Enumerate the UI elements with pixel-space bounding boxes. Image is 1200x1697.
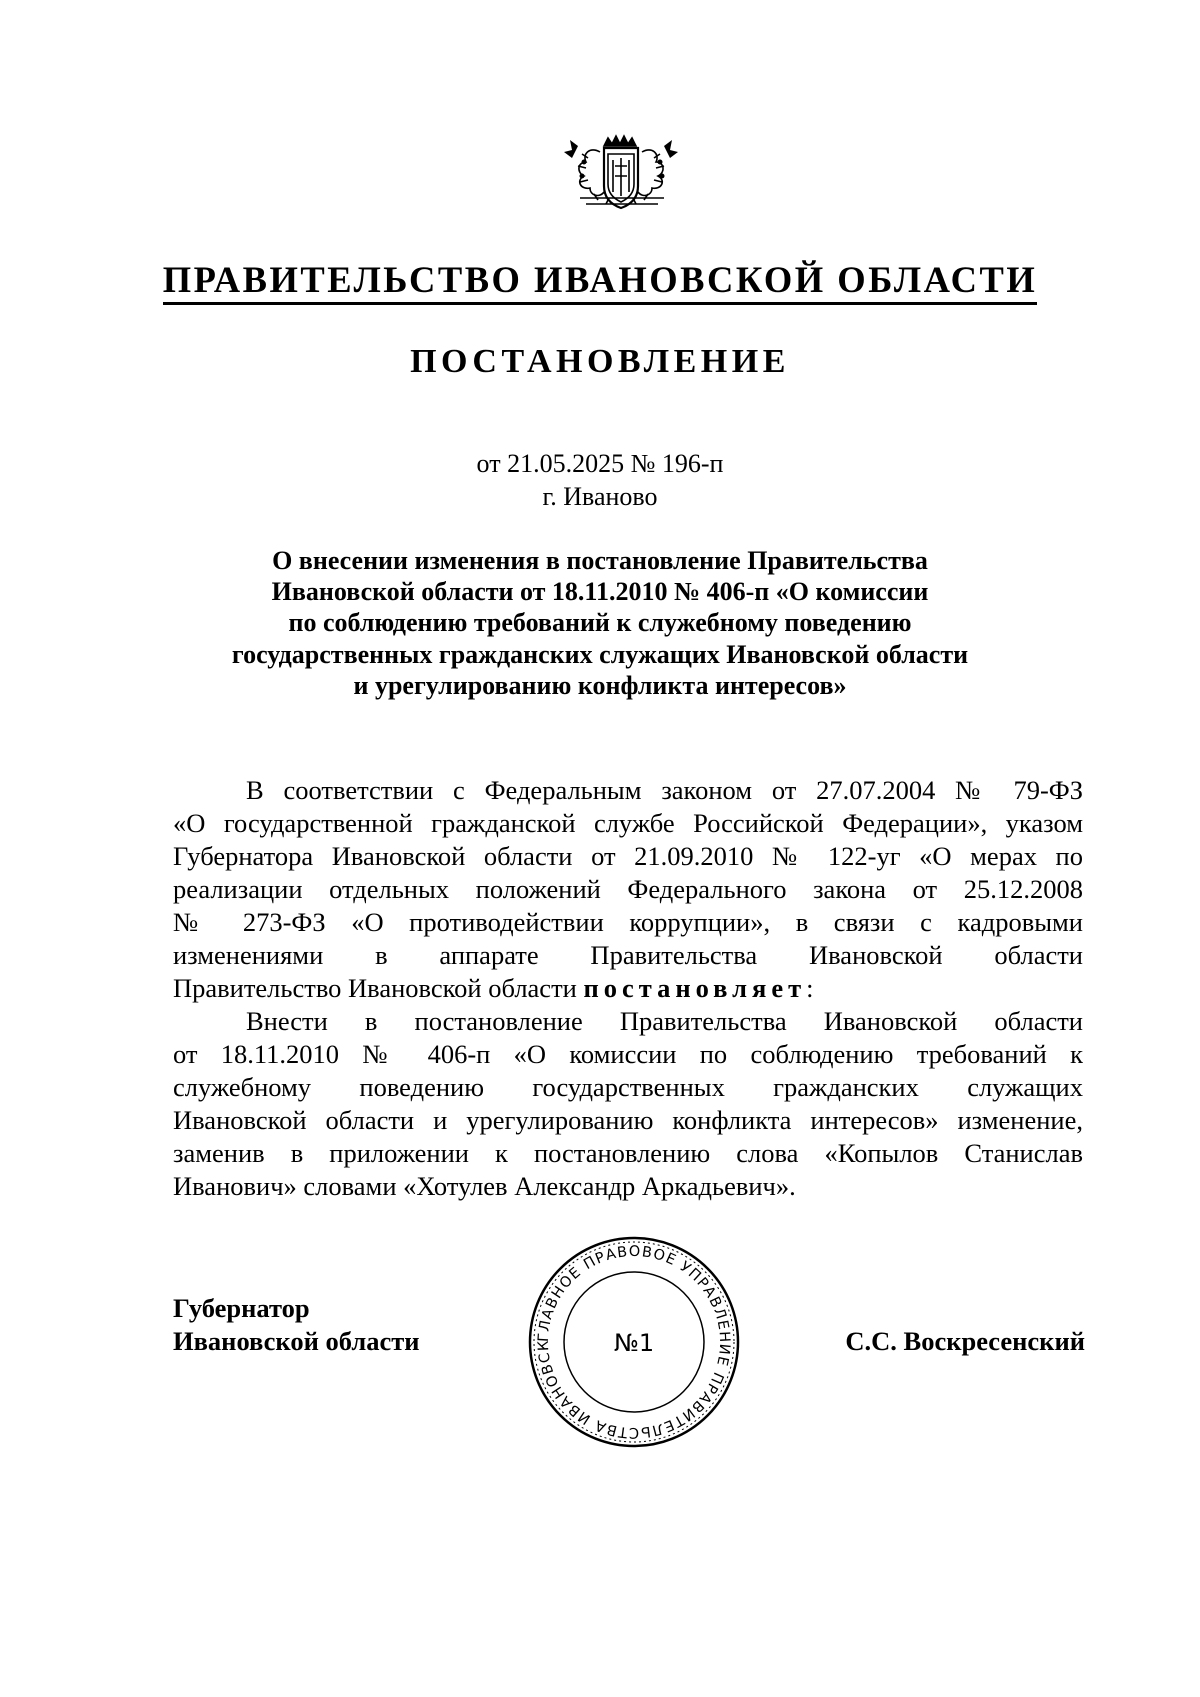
signatory-name: С.С. Воскресенский [845, 1326, 1085, 1356]
seal-outer-text: ГЛАВНОЕ ПРАВОВОЕ УПРАВЛЕНИЕ ПРАВИТЕЛЬСТВА ИВАНОВСК [535, 1243, 733, 1441]
body-line: № 273-ФЗ «О противодействии коррупции», в связи с кадровыми [173, 907, 1083, 937]
body-line: Ивановской области и урегулированию конфликта интересов» изменение, [173, 1105, 1083, 1135]
body-line: изменениями в аппарате Правительства Ивановской области [173, 940, 1083, 970]
signatory-title-line: Ивановской области [173, 1326, 420, 1356]
decree-colon: : [806, 973, 814, 1003]
body-line: В соответствии с Федеральным законом от 27.07.2004 № 79-ФЗ [246, 775, 1083, 805]
body-line: от 18.11.2010 № 406-п «О комиссии по соблюдению требований к [173, 1039, 1083, 1069]
document-subject [0, 545, 1200, 701]
organization-title: ПРАВИТЕЛЬСТВО ИВАНОВСКОЙ ОБЛАСТИ [0, 262, 1200, 299]
seal-number: №1 [613, 1329, 655, 1357]
body-line: заменив в приложении к постановлению слова «Копылов Станислав [173, 1138, 1083, 1168]
body-line: Губернатора Ивановской области от 21.09.2010 № 122-уг «О мерах по [173, 841, 1083, 871]
body-line: реализации отдельных положений Федерального закона от 25.12.2008 [173, 874, 1083, 904]
subject-line: по соблюдению требований к служебному поведению [288, 608, 912, 638]
body-line: Иванович» словами «Хотулев Александр Аркадьевич». [173, 1171, 796, 1201]
document-date-number: от 21.05.2025 № 196-п [476, 449, 724, 478]
signatory-title [173, 1292, 420, 1358]
document-type: ПОСТАНОВЛЕНИЕ [410, 343, 790, 380]
decree-word: постановляет [583, 973, 807, 1003]
official-seal-stamp [524, 1232, 744, 1452]
body-line: Внести в постановление Правительства Ивановской области [246, 1006, 1083, 1036]
body-line-text: Правительство Ивановской области [173, 973, 584, 1003]
subject-line: и урегулированию конфликта интересов» [353, 670, 847, 700]
document-city: г. Иваново [542, 482, 658, 511]
body-line: «О государственной гражданской службе Российской Федерации», указом [173, 808, 1083, 838]
subject-line: Ивановской области от 18.11.2010 № 406-п «О комиссии [271, 577, 929, 607]
signatory-title-line: Губернатор [173, 1293, 310, 1323]
document-body [173, 774, 1083, 1203]
coat-of-arms-icon [560, 132, 684, 214]
body-line-decree [173, 972, 1083, 1005]
body-line: служебному поведению государственных гражданских служащих [173, 1072, 1083, 1102]
subject-line: О внесении изменения в постановление Правительства [272, 546, 928, 575]
subject-line: государственных гражданских служащих Ивановской области [231, 639, 969, 669]
